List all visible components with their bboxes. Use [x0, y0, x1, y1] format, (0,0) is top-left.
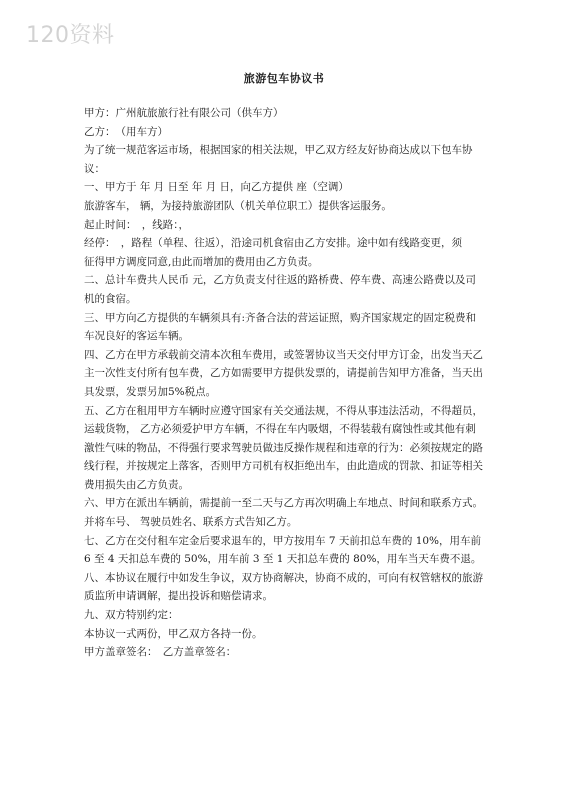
route-change-line: 征得甲方调度同意,由此而增加的费用由乙方负责。 [84, 255, 319, 268]
clause-4: 四、乙方在甲方承载前交清本次租车费用，或签署协议当天交付甲方订金，出发当天乙主一次性支付所有包车费，乙方如需要甲方提供发票的，请提前告知甲方准备，当天出具发票，发票另加5%税点。 [84, 348, 483, 398]
copies-line: 本协议一式两份，甲乙双方各持一份。 [84, 627, 263, 640]
clause-6: 六、甲方在派出车辆前，需提前一至二天与乙方再次明确上车地点、时间和联系方式。并将车号、 驾驶员姓名、联系方式告知乙方。 [84, 497, 483, 529]
stops-line: 经停： ，路程（单程、往返），沿途司机食宿由乙方安排。途中如有线路变更，须 [84, 237, 462, 250]
clause-9-heading: 九、双方特别约定： [84, 609, 179, 622]
document-title: 旅游包车协议书 [243, 72, 325, 85]
time-route-line: 起止时间： ，线路：， [84, 218, 189, 231]
clause-7: 七、乙方在交付租车定金后要求退车的，甲方按用车 7 天前扣总车费的 10%，用车前 6 至 4 天扣总车费的 50%，用车前 3 至 1 天扣总车费的 80%，用车当天车费不退。 [84, 534, 482, 566]
party-b-line: 乙方： （用车方） [84, 125, 168, 138]
clause-3: 三、甲方向乙方提供的车辆须具有:齐备合法的营运证照，购齐国家规定的固定税费和车况良好的客运车辆。 [84, 311, 477, 343]
clause-8: 八、本协议在履行中如发生争议，双方协商解决，协商不成的，可向有权管辖权的旅游质监所申请调解，提出投诉和赔偿请求。 [84, 571, 483, 603]
clause-1-line-1: 一、甲方于 年 月 日至 年 月 日，向乙方提供 座（空调） [84, 181, 349, 194]
clause-5: 五、乙方在租用甲方车辆时应遵守国家有关交通法规，不得从事违法活动，不得超员，运载货物， 乙方必须爱护甲方车辆，不得在车内吸烟，不得装载有腐蚀性或其他有刺激性气味的物品，不得强行要求驾驶员做违反操作规程和违章的行为：必须按规定的路线行程，并按规定上落客，否则甲方司机有权拒绝出车，由此造成的罚款、扣证等相关费用损失由乙方负责。 [84, 404, 483, 491]
clause-1-line-2: 旅游客车， 辆，为接持旅游团队（机关单位职工）提供客运服务。 [84, 199, 392, 212]
clause-2: 二、总计车费共人民币 元，乙方负责支付往返的路桥费、停车费、高速公路费以及司机的食宿。 [84, 274, 476, 305]
signature-line: 甲方盖章签名： 乙方盖章签名： [84, 646, 237, 659]
preamble-paragraph: 为了统一规范客运市场，根据国家的相关法规，甲乙双方经友好协商达成以下包车协议： [84, 144, 473, 175]
party-a-line: 甲方：广州航旅旅行社有限公司（供车方） [84, 107, 284, 119]
watermark: 120资料 [26, 23, 115, 48]
agreement-document [84, 70, 484, 662]
